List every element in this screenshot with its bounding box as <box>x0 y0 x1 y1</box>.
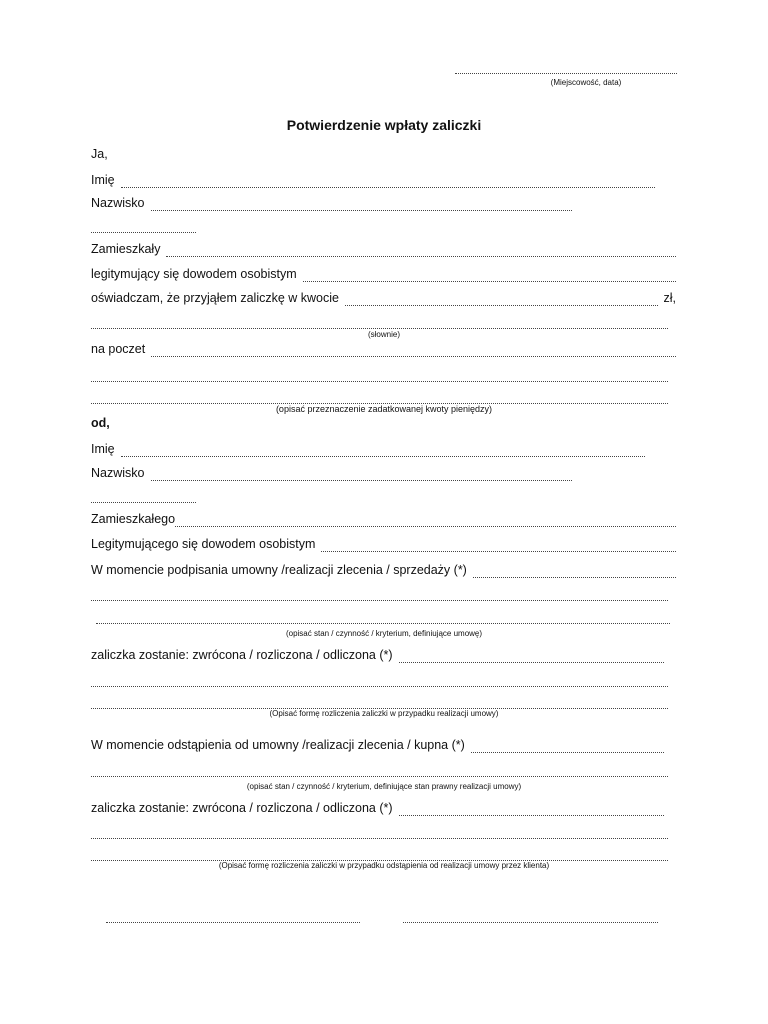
kwota-field[interactable] <box>345 293 658 306</box>
poczet-field-2[interactable] <box>91 369 668 382</box>
label-zamieszkaly: Zamieszkały <box>91 242 161 256</box>
row-na-poczet <box>91 341 676 357</box>
zaliczka1-field-3[interactable] <box>91 696 668 709</box>
odstapienia-caption: (opisać stan / czynność / kryterium, definiujące stan prawny realizacji umowy) <box>246 782 522 791</box>
row-nazwisko <box>91 195 572 211</box>
podpisania-field[interactable] <box>473 565 676 578</box>
label-na-poczet: na poczet <box>91 342 146 356</box>
label-imie: Imię <box>91 173 115 187</box>
row-zaliczka2-2 <box>91 823 668 839</box>
row-legitymujacy <box>91 266 676 282</box>
nazwisko-field[interactable] <box>151 198 573 211</box>
row-od <box>91 415 676 431</box>
place-date-block <box>455 62 677 87</box>
label-moment-odstapienia: W momencie odstąpienia od umowny /realizacji zlecenia / kupna (*) <box>91 738 465 752</box>
zaliczka1-caption: (Opisać formę rozliczenia zaliczki w przypadku realizacji umowy) <box>269 709 499 718</box>
row-zaliczka2-3 <box>91 845 668 861</box>
row-zamieszkalego <box>91 511 676 527</box>
row-poczet-2 <box>91 366 668 382</box>
odstapienia-field[interactable] <box>471 740 664 753</box>
row-imie <box>91 172 655 188</box>
label-nazwisko: Nazwisko <box>91 196 145 210</box>
zaliczka2-field-2[interactable] <box>91 826 668 839</box>
row-zaliczka1-3 <box>91 693 668 709</box>
imie2-field[interactable] <box>121 444 645 457</box>
signature-line-left[interactable] <box>106 912 360 923</box>
page-title: Potwierdzenie wpłaty zaliczki <box>286 117 482 133</box>
row-zaliczka1-2 <box>91 671 668 687</box>
nazwisko2-cont-field[interactable] <box>91 490 196 503</box>
zaliczka1-field[interactable] <box>399 650 664 663</box>
label-zaliczka2: zaliczka zostanie: zwrócona / rozliczona / odliczona (*) <box>91 801 393 815</box>
row-podpisania-2 <box>91 585 668 601</box>
row-zamieszkaly <box>91 241 676 257</box>
zamieszkaly-field[interactable] <box>166 244 676 257</box>
row-ja <box>91 146 676 162</box>
label-nazwisko2: Nazwisko <box>91 466 145 480</box>
zaliczka2-field[interactable] <box>399 803 664 816</box>
row-podpisania-3 <box>96 608 670 624</box>
row-poczet-3 <box>91 388 668 404</box>
podpisania-field-3[interactable] <box>96 611 670 624</box>
row-moment-odstapienia <box>91 737 664 753</box>
zaliczka1-field-2[interactable] <box>91 674 668 687</box>
row-odstapienia-2 <box>91 761 668 777</box>
nazwisko-cont-field[interactable] <box>91 220 196 233</box>
place-date-field[interactable] <box>455 62 677 74</box>
poczet-field-3[interactable] <box>91 391 668 404</box>
podpisania-field-2[interactable] <box>91 588 668 601</box>
label-moment-podpisania: W momencie podpisania umowny /realizacji zlecenia / sprzedaży (*) <box>91 563 467 577</box>
imie-field[interactable] <box>121 175 655 188</box>
label-zamieszkalego: Zamieszkałego <box>91 512 176 526</box>
odstapienia-field-2[interactable] <box>91 764 668 777</box>
row-legitymujacego <box>91 536 676 552</box>
nazwisko2-field[interactable] <box>151 468 573 481</box>
row-nazwisko2-cont <box>91 487 676 503</box>
zaliczka2-caption: (Opisać formę rozliczenia zaliczki w przypadku odstąpienia od realizacji umowy przez klienta) <box>218 861 550 870</box>
row-slownie <box>91 313 668 329</box>
label-legitymujacy: legitymujący się dowodem osobistym <box>91 267 297 281</box>
row-zaliczka2 <box>91 800 664 816</box>
row-zaliczka1 <box>91 647 664 663</box>
dowod2-field[interactable] <box>321 539 676 552</box>
slownie-caption: (słownie) <box>367 330 400 339</box>
na-poczet-field[interactable] <box>151 344 676 357</box>
label-od: od, <box>91 416 110 430</box>
podpisania-caption: (opisać stan / czynność / kryterium, definiujące umowę) <box>285 629 483 638</box>
poczet-caption: (opisać przeznaczenie zadatkowanej kwoty pieniędzy) <box>275 404 493 414</box>
row-nazwisko2 <box>91 465 572 481</box>
row-imie2 <box>91 441 645 457</box>
row-nazwisko-cont <box>91 217 676 233</box>
zamieszkalego-field[interactable] <box>175 514 676 527</box>
label-legitymujacego: Legitymującego się dowodem osobistym <box>91 537 316 551</box>
row-kwota <box>91 290 676 306</box>
label-imie2: Imię <box>91 442 115 456</box>
label-ja: Ja, <box>91 147 108 161</box>
slownie-field[interactable] <box>91 316 668 329</box>
zaliczka2-field-3[interactable] <box>91 848 668 861</box>
row-moment-podpisania <box>91 562 676 578</box>
place-date-caption: (Miejscowość, data) <box>550 78 622 87</box>
label-zl: zł, <box>663 291 676 305</box>
label-zaliczka1: zaliczka zostanie: zwrócona / rozliczona / odliczona (*) <box>91 648 393 662</box>
label-oswiadczam: oświadczam, że przyjąłem zaliczkę w kwocie <box>91 291 339 305</box>
dowod-field[interactable] <box>303 269 676 282</box>
signature-line-right[interactable] <box>403 912 658 923</box>
